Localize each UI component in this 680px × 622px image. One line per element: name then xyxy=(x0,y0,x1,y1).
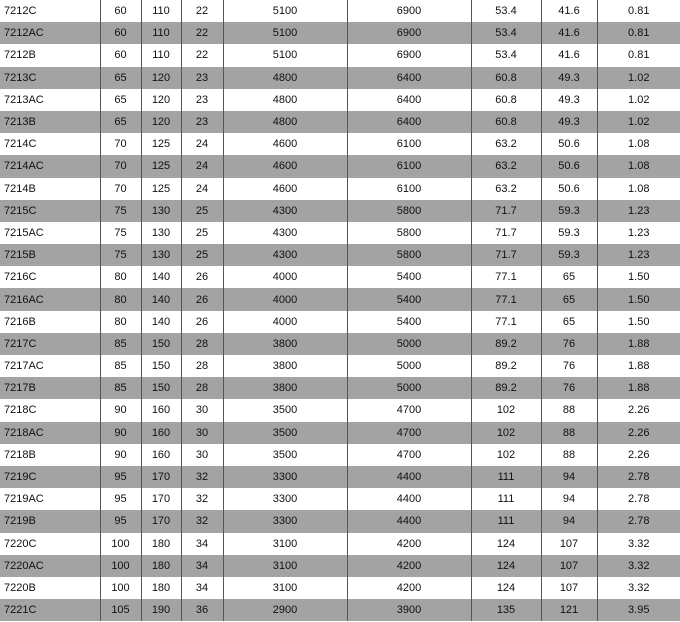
cell-cor: 41.6 xyxy=(541,44,597,66)
cell-B: 26 xyxy=(181,288,223,310)
table-row xyxy=(0,22,680,44)
cell-D: 170 xyxy=(141,466,181,488)
cell-d: 60 xyxy=(100,22,141,44)
cell-cor: 65 xyxy=(541,288,597,310)
cell-speed-grease: 4000 xyxy=(223,288,347,310)
cell-speed-oil: 5000 xyxy=(347,333,471,355)
cell-model: 7218C xyxy=(4,404,37,417)
table-row xyxy=(0,133,680,155)
cell-B: 26 xyxy=(181,266,223,288)
cell-cor: 50.6 xyxy=(541,155,597,177)
cell-model: 7219C xyxy=(0,466,100,488)
cell-D: 180 xyxy=(141,533,181,555)
cell-speed-oil: 6400 xyxy=(347,67,471,89)
cell-cor: 50.6 xyxy=(541,133,597,155)
cell-cor: 65 xyxy=(541,266,597,288)
cell-d: 60 xyxy=(100,44,141,66)
cell-speed-oil: 4700 xyxy=(347,399,471,421)
cell-weight: 1.23 xyxy=(597,222,680,244)
cell-speed-oil: 6900 xyxy=(347,22,471,44)
cell-cr: 111 xyxy=(471,510,541,532)
cell-cr: 77.1 xyxy=(471,266,541,288)
cell-D: 110 xyxy=(141,22,181,44)
table-row xyxy=(0,399,680,421)
cell-B: 25 xyxy=(181,222,223,244)
cell-B: 28 xyxy=(181,333,223,355)
cell-cor: 49.3 xyxy=(541,89,597,111)
cell-speed-oil: 4400 xyxy=(347,510,471,532)
table-row xyxy=(0,533,680,555)
cell-D: 140 xyxy=(141,311,181,333)
cell-speed-grease: 3800 xyxy=(223,355,347,377)
cell-d: 100 xyxy=(100,533,141,555)
cell-d: 90 xyxy=(100,444,141,466)
cell-cor: 88 xyxy=(541,422,597,444)
cell-cr: 53.4 xyxy=(471,44,541,66)
cell-cor: 76 xyxy=(541,355,597,377)
cell-d: 95 xyxy=(100,466,141,488)
cell-cor: 76 xyxy=(541,377,597,399)
cell-B: 24 xyxy=(181,133,223,155)
cell-d: 90 xyxy=(100,399,141,421)
table-row xyxy=(0,288,680,310)
cell-cr: 124 xyxy=(471,533,541,555)
cell-weight: 1.02 xyxy=(597,67,680,89)
cell-weight: 2.78 xyxy=(597,466,680,488)
cell-model: 7213AC xyxy=(4,93,44,106)
cell-d: 95 xyxy=(100,510,141,532)
cell-model: 7220B xyxy=(4,581,36,594)
table-row xyxy=(0,577,680,599)
cell-cor: 49.3 xyxy=(541,111,597,133)
table-row xyxy=(0,111,680,133)
cell-B: 24 xyxy=(181,178,223,200)
cell-speed-oil: 5800 xyxy=(347,222,471,244)
cell-d: 85 xyxy=(100,333,141,355)
cell-d: 65 xyxy=(100,67,141,89)
table-row xyxy=(0,355,680,377)
cell-cor: 65 xyxy=(541,311,597,333)
cell-D: 125 xyxy=(141,133,181,155)
cell-B: 30 xyxy=(181,399,223,421)
cell-B: 30 xyxy=(181,422,223,444)
cell-model: 7216C xyxy=(4,271,37,284)
cell-cr: 63.2 xyxy=(471,178,541,200)
cell-d: 75 xyxy=(100,200,141,222)
cell-B: 25 xyxy=(181,244,223,266)
cell-speed-oil: 6100 xyxy=(347,178,471,200)
cell-d: 65 xyxy=(100,111,141,133)
cell-speed-grease: 3800 xyxy=(223,377,347,399)
cell-weight: 1.88 xyxy=(597,355,680,377)
cell-speed-oil: 4200 xyxy=(347,533,471,555)
table-row xyxy=(0,0,680,22)
cell-weight: 3.95 xyxy=(597,599,680,621)
cell-speed-grease: 4800 xyxy=(223,111,347,133)
cell-cr: 111 xyxy=(471,466,541,488)
cell-D: 130 xyxy=(141,222,181,244)
cell-speed-grease: 3300 xyxy=(223,466,347,488)
cell-speed-grease: 5100 xyxy=(223,44,347,66)
cell-cor: 59.3 xyxy=(541,222,597,244)
cell-d: 70 xyxy=(100,178,141,200)
cell-weight: 1.50 xyxy=(597,288,680,310)
table-row xyxy=(0,155,680,177)
cell-speed-oil: 6100 xyxy=(347,155,471,177)
cell-B: 22 xyxy=(181,44,223,66)
cell-cr: 77.1 xyxy=(471,288,541,310)
cell-d: 100 xyxy=(100,577,141,599)
cell-weight: 0.81 xyxy=(597,0,680,22)
cell-model: 7219B xyxy=(0,510,100,532)
cell-cor: 49.3 xyxy=(541,67,597,89)
cell-d: 80 xyxy=(100,288,141,310)
table-row xyxy=(0,333,680,355)
table-row xyxy=(0,599,680,621)
cell-cor: 88 xyxy=(541,399,597,421)
cell-D: 140 xyxy=(141,288,181,310)
cell-speed-oil: 4200 xyxy=(347,577,471,599)
cell-B: 23 xyxy=(181,67,223,89)
cell-speed-oil: 6900 xyxy=(347,44,471,66)
table-row xyxy=(0,44,680,66)
cell-d: 95 xyxy=(100,488,141,510)
cell-speed-oil: 6100 xyxy=(347,133,471,155)
cell-speed-oil: 6400 xyxy=(347,111,471,133)
cell-speed-grease: 4300 xyxy=(223,200,347,222)
cell-speed-oil: 5000 xyxy=(347,377,471,399)
cell-cor: 107 xyxy=(541,555,597,577)
cell-speed-oil: 6400 xyxy=(347,89,471,111)
cell-cr: 53.4 xyxy=(471,0,541,22)
cell-B: 28 xyxy=(181,355,223,377)
cell-D: 140 xyxy=(141,266,181,288)
cell-weight: 3.32 xyxy=(597,555,680,577)
table-row xyxy=(0,200,680,222)
cell-speed-oil: 5400 xyxy=(347,266,471,288)
cell-cor: 41.6 xyxy=(541,22,597,44)
cell-speed-grease: 3100 xyxy=(223,555,347,577)
cell-weight: 3.32 xyxy=(597,577,680,599)
cell-model: 7213C xyxy=(0,67,100,89)
cell-D: 180 xyxy=(141,555,181,577)
table-row xyxy=(0,266,680,288)
cell-model: 7215AC xyxy=(4,226,44,239)
cell-model: 7212B xyxy=(4,49,36,62)
cell-d: 65 xyxy=(100,89,141,111)
cell-model: 7214C xyxy=(4,138,37,151)
cell-B: 32 xyxy=(181,466,223,488)
cell-model: 7216B xyxy=(4,315,36,328)
cell-cr: 89.2 xyxy=(471,377,541,399)
cell-D: 160 xyxy=(141,422,181,444)
cell-cor: 59.3 xyxy=(541,244,597,266)
cell-D: 160 xyxy=(141,399,181,421)
cell-speed-oil: 4700 xyxy=(347,444,471,466)
cell-B: 25 xyxy=(181,200,223,222)
cell-cr: 77.1 xyxy=(471,311,541,333)
cell-d: 80 xyxy=(100,311,141,333)
cell-B: 34 xyxy=(181,533,223,555)
cell-cor: 94 xyxy=(541,466,597,488)
table-row xyxy=(0,510,680,532)
cell-model: 7218B xyxy=(4,448,36,461)
cell-B: 26 xyxy=(181,311,223,333)
cell-cr: 71.7 xyxy=(471,222,541,244)
cell-model: 7214B xyxy=(4,182,36,195)
cell-cr: 102 xyxy=(471,422,541,444)
cell-D: 150 xyxy=(141,355,181,377)
cell-cr: 102 xyxy=(471,444,541,466)
cell-speed-grease: 3500 xyxy=(223,422,347,444)
cell-cor: 76 xyxy=(541,333,597,355)
cell-weight: 1.08 xyxy=(597,155,680,177)
cell-speed-oil: 3900 xyxy=(347,599,471,621)
table-row xyxy=(0,377,680,399)
cell-cor: 41.6 xyxy=(541,0,597,22)
cell-speed-grease: 4300 xyxy=(223,222,347,244)
cell-cr: 60.8 xyxy=(471,67,541,89)
cell-B: 34 xyxy=(181,577,223,599)
cell-d: 75 xyxy=(100,244,141,266)
cell-weight: 1.23 xyxy=(597,244,680,266)
cell-speed-grease: 4300 xyxy=(223,244,347,266)
cell-model: 7217AC xyxy=(4,360,44,373)
cell-cr: 124 xyxy=(471,555,541,577)
cell-speed-grease: 4800 xyxy=(223,67,347,89)
cell-cor: 88 xyxy=(541,444,597,466)
cell-D: 120 xyxy=(141,67,181,89)
cell-weight: 0.81 xyxy=(597,22,680,44)
cell-D: 130 xyxy=(141,244,181,266)
cell-model: 7220AC xyxy=(0,555,100,577)
cell-speed-grease: 4000 xyxy=(223,311,347,333)
cell-cor: 94 xyxy=(541,488,597,510)
cell-B: 22 xyxy=(181,0,223,22)
cell-speed-grease: 5100 xyxy=(223,0,347,22)
cell-D: 125 xyxy=(141,155,181,177)
cell-D: 160 xyxy=(141,444,181,466)
cell-speed-oil: 5800 xyxy=(347,200,471,222)
cell-weight: 1.23 xyxy=(597,200,680,222)
cell-speed-grease: 3800 xyxy=(223,333,347,355)
cell-speed-oil: 4700 xyxy=(347,422,471,444)
cell-speed-oil: 4200 xyxy=(347,555,471,577)
cell-d: 100 xyxy=(100,555,141,577)
cell-cr: 71.7 xyxy=(471,244,541,266)
cell-weight: 1.88 xyxy=(597,333,680,355)
cell-speed-grease: 2900 xyxy=(223,599,347,621)
cell-speed-grease: 4800 xyxy=(223,89,347,111)
cell-d: 60 xyxy=(100,0,141,22)
table-row xyxy=(0,488,680,510)
cell-d: 75 xyxy=(100,222,141,244)
cell-model: 7212C xyxy=(4,5,37,18)
cell-D: 170 xyxy=(141,510,181,532)
cell-weight: 2.26 xyxy=(597,444,680,466)
table-row xyxy=(0,466,680,488)
cell-B: 23 xyxy=(181,111,223,133)
cell-weight: 2.26 xyxy=(597,422,680,444)
cell-speed-grease: 3100 xyxy=(223,533,347,555)
cell-weight: 1.02 xyxy=(597,89,680,111)
cell-speed-grease: 4600 xyxy=(223,155,347,177)
cell-B: 23 xyxy=(181,89,223,111)
cell-weight: 1.88 xyxy=(597,377,680,399)
cell-cr: 53.4 xyxy=(471,22,541,44)
cell-cr: 89.2 xyxy=(471,333,541,355)
cell-d: 70 xyxy=(100,133,141,155)
cell-d: 85 xyxy=(100,377,141,399)
cell-d: 90 xyxy=(100,422,141,444)
cell-model: 7220C xyxy=(4,537,37,550)
cell-speed-oil: 5800 xyxy=(347,244,471,266)
cell-model: 7212AC xyxy=(0,22,100,44)
cell-D: 170 xyxy=(141,488,181,510)
cell-speed-grease: 3500 xyxy=(223,399,347,421)
cell-D: 190 xyxy=(141,599,181,621)
cell-cr: 135 xyxy=(471,599,541,621)
cell-D: 130 xyxy=(141,200,181,222)
cell-D: 110 xyxy=(141,0,181,22)
cell-speed-oil: 4400 xyxy=(347,466,471,488)
cell-D: 120 xyxy=(141,111,181,133)
cell-weight: 3.32 xyxy=(597,533,680,555)
cell-cor: 50.6 xyxy=(541,178,597,200)
cell-D: 120 xyxy=(141,89,181,111)
cell-model: 7217B xyxy=(0,377,100,399)
cell-cr: 71.7 xyxy=(471,200,541,222)
cell-cr: 124 xyxy=(471,577,541,599)
cell-model: 7216AC xyxy=(0,288,100,310)
cell-speed-oil: 5400 xyxy=(347,311,471,333)
cell-cor: 59.3 xyxy=(541,200,597,222)
cell-weight: 1.08 xyxy=(597,178,680,200)
cell-D: 180 xyxy=(141,577,181,599)
cell-weight: 1.50 xyxy=(597,266,680,288)
cell-speed-grease: 4600 xyxy=(223,133,347,155)
table-row xyxy=(0,311,680,333)
cell-cr: 102 xyxy=(471,399,541,421)
cell-cor: 121 xyxy=(541,599,597,621)
cell-weight: 2.26 xyxy=(597,399,680,421)
cell-B: 22 xyxy=(181,22,223,44)
cell-d: 70 xyxy=(100,155,141,177)
cell-cr: 63.2 xyxy=(471,155,541,177)
cell-d: 85 xyxy=(100,355,141,377)
table-row xyxy=(0,222,680,244)
cell-model: 7214AC xyxy=(0,155,100,177)
cell-speed-grease: 5100 xyxy=(223,22,347,44)
cell-B: 24 xyxy=(181,155,223,177)
cell-model: 7215B xyxy=(0,244,100,266)
cell-d: 80 xyxy=(100,266,141,288)
cell-cr: 63.2 xyxy=(471,133,541,155)
cell-weight: 0.81 xyxy=(597,44,680,66)
cell-model: 7218AC xyxy=(0,422,100,444)
cell-model: 7217C xyxy=(0,333,100,355)
cell-cor: 107 xyxy=(541,533,597,555)
cell-B: 28 xyxy=(181,377,223,399)
cell-model: 7213B xyxy=(0,111,100,133)
cell-model: 7219AC xyxy=(4,493,44,506)
cell-model: 7221C xyxy=(0,599,100,621)
cell-cr: 111 xyxy=(471,488,541,510)
cell-D: 125 xyxy=(141,178,181,200)
cell-speed-grease: 3500 xyxy=(223,444,347,466)
cell-weight: 2.78 xyxy=(597,488,680,510)
cell-weight: 1.50 xyxy=(597,311,680,333)
cell-weight: 1.08 xyxy=(597,133,680,155)
cell-cr: 89.2 xyxy=(471,355,541,377)
cell-weight: 2.78 xyxy=(597,510,680,532)
cell-D: 150 xyxy=(141,333,181,355)
cell-speed-grease: 4600 xyxy=(223,178,347,200)
cell-speed-oil: 4400 xyxy=(347,488,471,510)
cell-model: 7215C xyxy=(0,200,100,222)
cell-cor: 107 xyxy=(541,577,597,599)
cell-D: 150 xyxy=(141,377,181,399)
cell-weight: 1.02 xyxy=(597,111,680,133)
table-row xyxy=(0,244,680,266)
cell-speed-oil: 5400 xyxy=(347,288,471,310)
table-row xyxy=(0,422,680,444)
cell-B: 32 xyxy=(181,510,223,532)
cell-speed-grease: 3100 xyxy=(223,577,347,599)
table-row xyxy=(0,444,680,466)
cell-B: 30 xyxy=(181,444,223,466)
cell-B: 32 xyxy=(181,488,223,510)
table-row xyxy=(0,178,680,200)
cell-d: 105 xyxy=(100,599,141,621)
cell-B: 34 xyxy=(181,555,223,577)
cell-cor: 94 xyxy=(541,510,597,532)
cell-speed-oil: 5000 xyxy=(347,355,471,377)
cell-speed-grease: 3300 xyxy=(223,488,347,510)
table-row xyxy=(0,555,680,577)
cell-B: 36 xyxy=(181,599,223,621)
cell-cr: 60.8 xyxy=(471,89,541,111)
cell-speed-grease: 3300 xyxy=(223,510,347,532)
table-row xyxy=(0,89,680,111)
cell-cr: 60.8 xyxy=(471,111,541,133)
cell-speed-grease: 4000 xyxy=(223,266,347,288)
cell-D: 110 xyxy=(141,44,181,66)
cell-speed-oil: 6900 xyxy=(347,0,471,22)
table-row xyxy=(0,67,680,89)
